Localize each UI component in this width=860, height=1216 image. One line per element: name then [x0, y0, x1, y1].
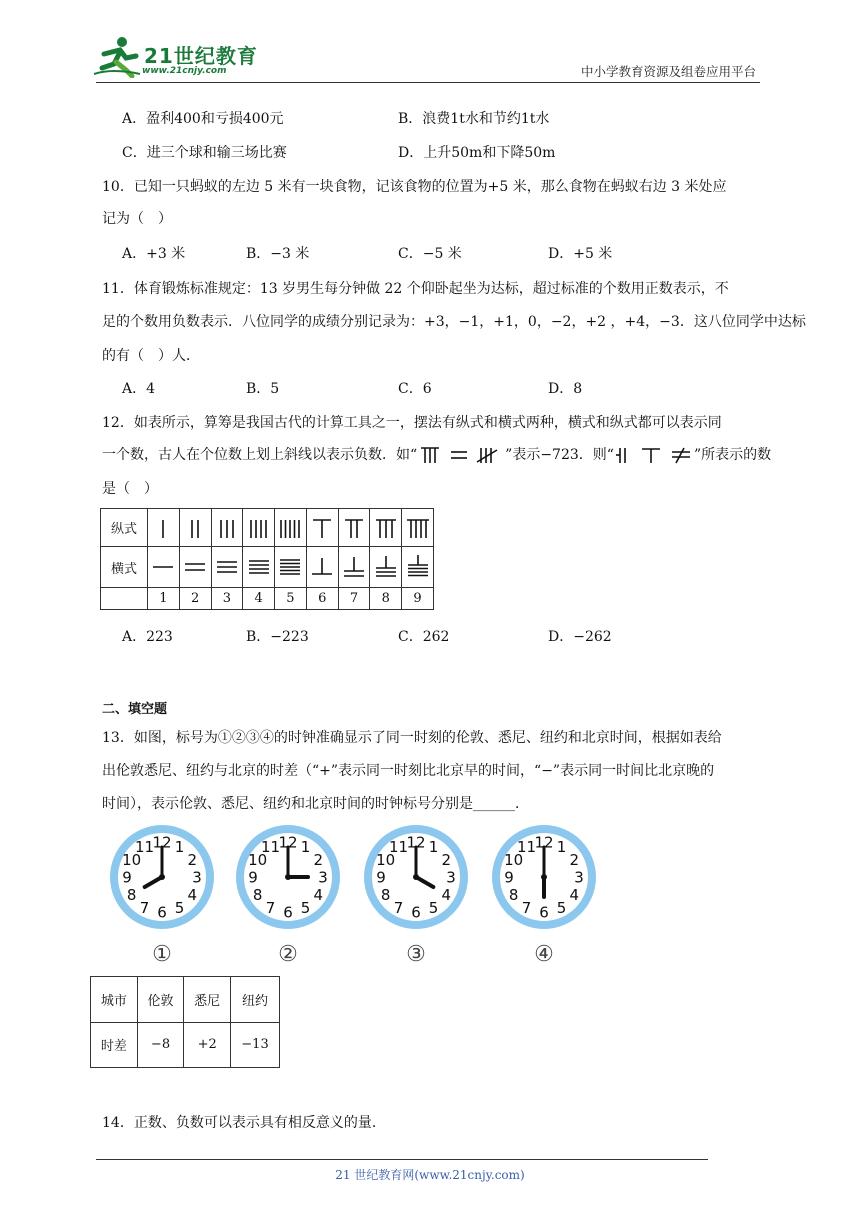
logo-text: 21世纪教育: [144, 44, 258, 68]
rod-numeral-example-icon: [417, 446, 505, 464]
clock-numeral: 7: [139, 898, 150, 917]
clock-numeral: 9: [122, 868, 132, 887]
vertical-rod-3: [211, 509, 243, 547]
q11-option-a: A．4: [122, 381, 156, 397]
digit-label: 5: [275, 587, 307, 609]
q14-stem-line1: 14．正数、负数可以表示具有相反意义的量．: [102, 1115, 386, 1131]
clock-numeral: 7: [393, 898, 404, 917]
tz-header-newyork: 纽约: [231, 977, 280, 1023]
digit-label: 1: [148, 587, 180, 609]
clock-numeral: 2: [569, 851, 580, 869]
vertical-rod-9: [402, 509, 434, 547]
clock-numeral: 3: [318, 868, 328, 887]
clock-face-2: [233, 822, 343, 932]
q11-stem-line1: 11．体育锻炼标准规定：13 岁男生每分钟做 22 个仰卧起坐为达标，超过标准的个数用正数表示，不: [102, 281, 729, 297]
row-label-vertical: 纵式: [101, 509, 148, 547]
tz-header-sydney: 悉尼: [184, 977, 231, 1023]
horizontal-rod-7: [338, 547, 370, 587]
q12-option-b: B．−223: [246, 629, 309, 645]
clock-numeral: 4: [569, 886, 580, 904]
clock-face-3: [361, 822, 471, 932]
clock-numeral: 7: [521, 898, 532, 917]
clock-numeral: 8: [126, 886, 137, 904]
clock-numeral: 8: [252, 886, 263, 904]
vertical-rod-8: [370, 509, 402, 547]
clock-label-4: ④: [534, 942, 554, 967]
clock-numeral: 6: [539, 903, 549, 922]
footer-divider: [96, 1159, 708, 1160]
clock-face-4: [489, 822, 599, 932]
clock-numeral: 1: [300, 838, 311, 857]
clock-numeral: 11: [516, 838, 537, 857]
clock-label-1: ①: [152, 942, 172, 967]
tz-header-london: 伦敦: [137, 977, 184, 1023]
q13-stem-line2: 出伦敦悉尼、纽约与北京的时差（“+”表示同一时刻比北京早的时间，“−”表示同一时间比北京晚的: [102, 763, 715, 779]
clock-numeral: 3: [446, 868, 456, 887]
clock-numeral: 7: [265, 898, 276, 917]
site-logo: [92, 34, 262, 78]
q13-stem-line1: 13．如图，标号为①②③④的时钟准确显示了同一时刻的伦敦、悉尼、纽约和北京时间，根据如表给: [102, 730, 722, 746]
rod-numeral-question-icon: [614, 446, 694, 464]
q12-option-c: C．262: [398, 629, 450, 645]
digit-label: 3: [211, 587, 243, 609]
section-fill-in-title: 二、填空题: [102, 702, 168, 717]
q11-option-d: D．8: [548, 381, 583, 397]
clock-numeral: 1: [428, 838, 439, 857]
clock-numeral: 5: [556, 898, 567, 917]
tz-value-sydney: +2: [184, 1022, 231, 1068]
q11-stem-line3: 的有（ ）人．: [102, 348, 200, 364]
clock-numeral: 8: [380, 886, 391, 904]
digit-label: 9: [402, 587, 434, 609]
clock-numeral: 3: [574, 868, 584, 887]
clock-numeral: 10: [122, 851, 142, 869]
clock-numeral: 4: [313, 886, 324, 904]
clock-numeral: 2: [187, 851, 198, 869]
digit-label: 4: [243, 587, 275, 609]
clock-numeral: 11: [260, 838, 281, 857]
clock-numeral: 2: [441, 851, 452, 869]
header-platform-text: 中小学教育资源及组卷应用平台: [580, 64, 756, 79]
tz-row-label: 时差: [91, 1022, 138, 1068]
clock-numeral: 10: [504, 851, 524, 869]
clock-group: [106, 822, 616, 932]
clock-numeral: 4: [441, 886, 452, 904]
q10-stem-line2: 记为（ ）: [102, 211, 172, 227]
tz-header-city: 城市: [91, 977, 138, 1023]
q10-option-a: A．+3 米: [122, 246, 186, 262]
q10-option-d: D．+5 米: [548, 246, 613, 262]
vertical-rod-2: [179, 509, 211, 547]
clock-numeral: 6: [283, 903, 293, 922]
horizontal-rod-1: [148, 547, 180, 587]
horizontal-rod-5: [275, 547, 307, 587]
q12-stem-part-a: 一个数，古人在个位数上划上斜线以表示负数．如“: [102, 447, 418, 463]
digit-label: 7: [338, 587, 370, 609]
horizontal-rod-6: [306, 547, 338, 587]
clock-face-1: [107, 822, 217, 932]
q9-option-c: C．进三个球和输三场比赛: [122, 145, 287, 161]
q13-stem-line3: 时间），表示伦敦、悉尼、纽约和北京时间的时钟标号分别是______．: [102, 796, 529, 812]
digit-row-empty: [101, 587, 148, 609]
q12-stem-line2: [102, 444, 771, 464]
digit-label: 8: [370, 587, 402, 609]
clock-numeral: 4: [187, 886, 198, 904]
q9-option-b: B．浪费1t水和节约1t水: [398, 111, 550, 127]
q9-option-d: D．上升50m和下降50m: [398, 145, 556, 161]
runner-logo-icon: [92, 34, 142, 78]
header-divider: [96, 82, 760, 83]
clock-numeral: 11: [388, 838, 409, 857]
clock-numeral: 1: [556, 838, 567, 857]
horizontal-rod-3: [211, 547, 243, 587]
q12-option-a: A．223: [122, 629, 173, 645]
clock-numeral: 12: [278, 833, 298, 852]
clock-numeral: 12: [152, 833, 172, 852]
clock-numeral: 11: [134, 838, 155, 857]
vertical-rod-5: [275, 509, 307, 547]
q10-stem-line1: 10．已知一只蚂蚁的左边 5 米有一块食物，记该食物的位置为+5 米，那么食物在蚂蚁右边 3 米处应: [102, 179, 727, 195]
digit-label: 6: [306, 587, 338, 609]
clock-label-2: ②: [278, 942, 298, 967]
horizontal-rod-4: [243, 547, 275, 587]
horizontal-rod-8: [370, 547, 402, 587]
q12-stem-line3: 是（ ）: [102, 481, 158, 497]
q10-option-c: C．−5 米: [398, 246, 462, 262]
q12-stem-line1: 12．如表所示，算筹是我国古代的计算工具之一，摆法有纵式和横式两种，横式和纵式都可以表示同: [102, 415, 722, 431]
q12-stem-part-c: ”所表示的数: [693, 447, 772, 463]
footer-text: 21 世纪教育网(www.21cnjy.com): [335, 1168, 525, 1182]
row-label-horizontal: 横式: [101, 547, 148, 587]
clock-numeral: 6: [157, 903, 167, 922]
tz-value-newyork: −13: [231, 1022, 280, 1068]
clock-numeral: 9: [248, 868, 258, 887]
clock-numeral: 10: [248, 851, 268, 869]
clock-numeral: 5: [174, 898, 185, 917]
clock-numeral: 9: [376, 868, 386, 887]
q10-option-b: B．−3 米: [246, 246, 310, 262]
vertical-rod-4: [243, 509, 275, 547]
clock-numeral: 8: [508, 886, 519, 904]
clock-numeral: 9: [504, 868, 514, 887]
q12-stem-part-b: ”表示−723．则“: [505, 447, 614, 463]
digit-label: 2: [179, 587, 211, 609]
horizontal-rod-9: [402, 547, 434, 587]
q9-option-a: A．盈利400和亏损400元: [122, 111, 284, 127]
clock-numeral: 12: [534, 833, 554, 852]
time-difference-table: [90, 976, 280, 1068]
q12-option-d: D．−262: [548, 629, 612, 645]
horizontal-rod-2: [179, 547, 211, 587]
rod-numeral-table: [100, 508, 434, 610]
clock-numeral: 1: [174, 838, 185, 857]
clock-label-3: ③: [406, 942, 426, 967]
vertical-rod-7: [338, 509, 370, 547]
clock-numeral: 5: [428, 898, 439, 917]
q11-stem-line2: 足的个数用负数表示．八位同学的成绩分别记录为：+3，−1，+1，0，−2，+2 ，+4，−3．这八位同学中达标: [102, 314, 806, 330]
clock-numeral: 6: [411, 903, 421, 922]
clock-numeral: 5: [300, 898, 311, 917]
clock-numeral: 3: [192, 868, 202, 887]
vertical-rod-6: [306, 509, 338, 547]
vertical-rod-1: [148, 509, 180, 547]
q11-option-b: B．5: [246, 381, 280, 397]
logo-url: www.21cnjy.com: [142, 66, 227, 76]
q11-option-c: C．6: [398, 381, 432, 397]
clock-numeral: 2: [313, 851, 324, 869]
clock-numeral: 12: [406, 833, 426, 852]
tz-value-london: −8: [137, 1022, 184, 1068]
clock-numeral: 10: [376, 851, 396, 869]
